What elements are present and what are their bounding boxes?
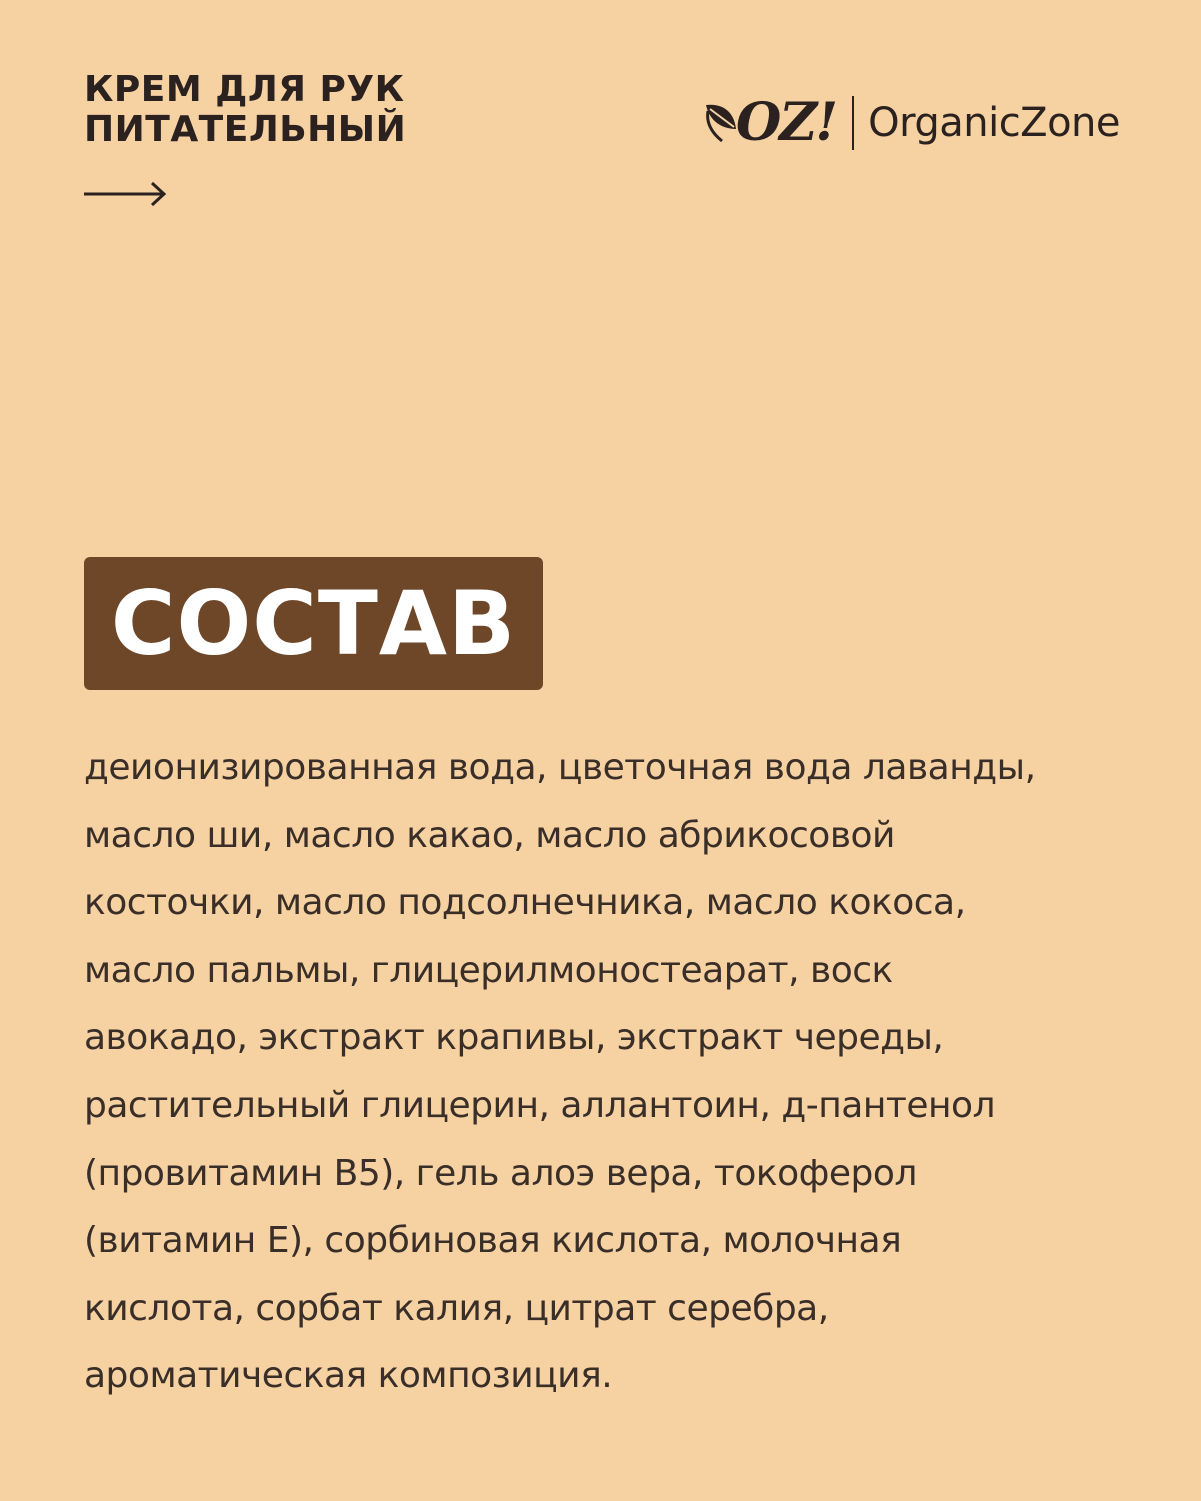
product-title xyxy=(84,70,406,150)
ingredients-line: (витамин Е), сорбиновая кислота, молочная xyxy=(84,1220,902,1262)
logo-brand-name: OrganicZone xyxy=(868,100,1121,146)
ingredients-list xyxy=(84,734,1144,1410)
product-title-line-2: ПИТАТЕЛЬНЫЙ xyxy=(84,109,407,150)
ingredients-line: растительный глицерин, аллантоин, д-пантенол xyxy=(84,1084,996,1126)
ingredients-line: авокадо, экстракт крапивы, экстракт череды, xyxy=(84,1017,944,1059)
ingredients-line: косточки, масло подсолнечника, масло кокоса, xyxy=(84,882,966,924)
composition-heading: СОСТАВ xyxy=(110,571,517,675)
logo-oz-text: OZ! xyxy=(736,92,837,153)
ingredients-line: (провитамин В5), гель алоэ вера, токоферол xyxy=(84,1152,917,1194)
logo-mark xyxy=(704,93,836,153)
ingredients-line: кислота, сорбат калия, цитрат серебра, xyxy=(84,1287,829,1329)
ingredients-line: деионизированная вода, цветочная вода лаванды, xyxy=(84,747,1036,788)
ingredients-line: ароматическая композиция. xyxy=(84,1355,613,1397)
composition-badge xyxy=(84,557,543,690)
product-title-line-1: КРЕМ ДЛЯ РУК xyxy=(84,69,405,110)
ingredients-line: масло пальмы, глицерилмоностеарат, воск xyxy=(84,949,893,991)
brand-logo xyxy=(704,88,1120,158)
ingredients-line: масло ши, масло какао, масло абрикосовой xyxy=(84,814,895,856)
leaf-icon xyxy=(704,101,740,145)
right-arrow-icon xyxy=(84,180,168,208)
logo-divider xyxy=(852,96,854,150)
